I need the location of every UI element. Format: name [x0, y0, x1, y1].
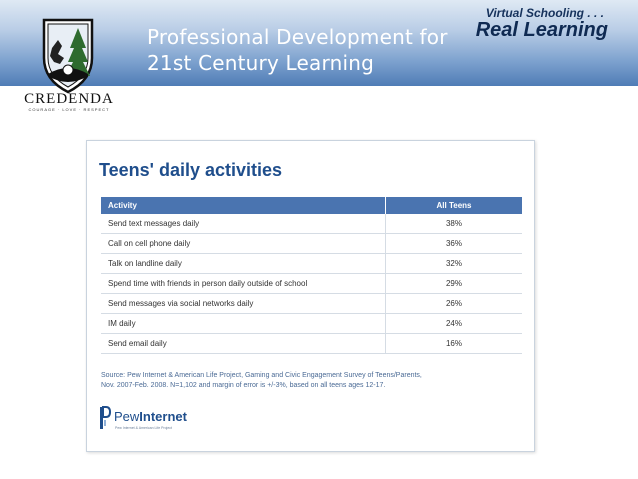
table-row	[101, 274, 522, 294]
brand-motto: COURAGE · LOVE · RESPECT	[28, 107, 110, 112]
pew-wordmark	[114, 409, 187, 424]
slide-panel	[86, 140, 535, 452]
source-line-2: Nov. 2007-Feb. 2008. N=1,102 and margin of error is +/-3%, based on all teens ages 12-17.	[101, 382, 386, 389]
activity-cell: Send messages via social networks daily	[101, 294, 386, 314]
brand-block	[24, 91, 114, 112]
table-row	[101, 334, 522, 354]
brand-name: CREDENDA	[24, 91, 114, 107]
pew-word-1: Pew	[114, 409, 140, 424]
source-line-1: Source: Pew Internet & American Life Project, Gaming and Civic Engagement Survey of Teens/Parents,	[101, 372, 422, 379]
pew-word-2: Internet	[139, 409, 187, 424]
activities-table	[101, 197, 522, 354]
activity-cell: IM daily	[101, 314, 386, 334]
pew-p-icon	[99, 406, 111, 430]
percent-cell: 16%	[386, 334, 523, 354]
activity-cell: Call on cell phone daily	[101, 234, 386, 254]
table-header-row	[101, 197, 522, 214]
activity-cell: Talk on landline daily	[101, 254, 386, 274]
activity-cell: Spend time with friends in person daily outside of school	[101, 274, 386, 294]
percent-cell: 29%	[386, 274, 523, 294]
source-note	[101, 371, 521, 391]
table-row	[101, 294, 522, 314]
tagline-small: Virtual Schooling . . .	[485, 6, 604, 20]
activity-cell: Send text messages daily	[101, 214, 386, 234]
pew-subtitle: Pew Internet & American Life Project	[115, 426, 172, 430]
table-row	[101, 314, 522, 334]
column-header-all-teens: All Teens	[386, 197, 523, 214]
table-row	[101, 254, 522, 274]
percent-cell: 36%	[386, 234, 523, 254]
tagline-large: Real Learning	[475, 19, 608, 41]
table-row	[101, 214, 522, 234]
percent-cell: 32%	[386, 254, 523, 274]
title-line-1: Professional Development for	[147, 25, 448, 49]
column-header-activity: Activity	[101, 197, 386, 214]
presentation-title	[147, 24, 448, 76]
slide-title: Teens' daily activities	[99, 160, 283, 180]
table-row	[101, 234, 522, 254]
percent-cell: 26%	[386, 294, 523, 314]
title-line-2: 21st Century Learning	[147, 51, 374, 75]
credenda-crest-icon	[38, 18, 98, 94]
percent-cell: 24%	[386, 314, 523, 334]
activity-cell: Send email daily	[101, 334, 386, 354]
percent-cell: 38%	[386, 214, 523, 234]
